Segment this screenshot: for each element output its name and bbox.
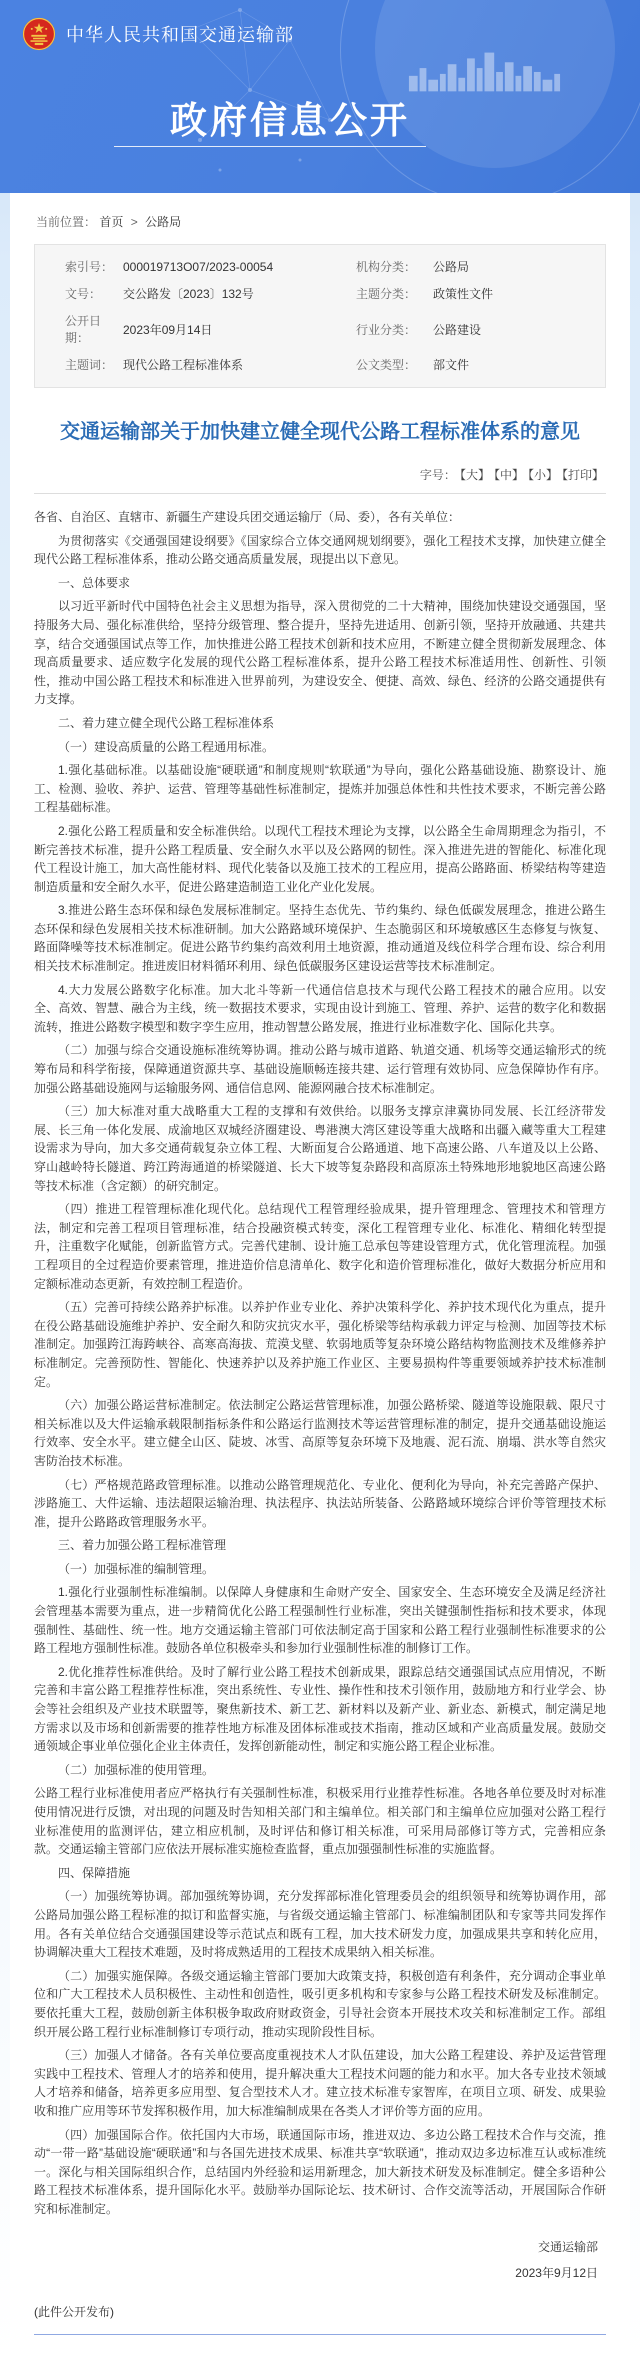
meta-value: 公路局 <box>433 260 470 274</box>
breadcrumb-current-link[interactable]: 公路局 <box>145 215 182 229</box>
meta-label: 文号： <box>65 287 102 301</box>
article-paragraph: 四、保障措施 <box>58 1865 131 1880</box>
meta-value: 政策性文件 <box>433 287 494 301</box>
meta-value: 现代公路工程标准体系 <box>123 358 244 372</box>
meta-value: 公路建设 <box>433 322 482 337</box>
page-title: 政府信息公开 <box>170 100 410 141</box>
article-paragraph: 各省、自治区、直辖市、新疆生产建设兵团交通运输厅（局、委），各有关单位： <box>34 510 461 524</box>
article-paragraph: 4.大力发展公路数字化标准。加大北斗等新一代通信信息技术与现代公路工程技术的融合应用。以安全、高效、智慧、融合为主线，统一数据技术要求，实现由设计到施工、管理、养护、运营的数字化和数据流转，推进公路数字模型和数字孪生应用，推动智慧公路发展，推进行业标准数字化、国际化共享。 <box>34 982 606 1034</box>
signature-date: 2023年9月12日 <box>515 2265 598 2280</box>
article-paragraph: （二）加强与综合交通设施标准统筹协调。推动公路与城市道路、轨道交通、机场等交通运输形式的统筹布局和科学衔接，保障通道资源共享、基础设施顺畅连接共建、运行管理有效协同、应急保障协作有序。加强公路基础设施网与运输服务网、通信信息网、能源网融合技术标准制定。 <box>34 1043 606 1095</box>
title-underline <box>114 146 426 147</box>
breadcrumb-label: 当前位置： <box>36 215 97 229</box>
print-button[interactable]: 【打印】 <box>561 468 604 482</box>
article-paragraph: 2.优化推荐性标准供给。及时了解行业公路工程技术创新成果，跟踪总结交通强国试点应用情况，不断完善和丰富公路工程推荐性标准，突出系统性、专业性、操作性和技术引领作用，鼓励地方和行业学会、协会等社会组织及产业技术联盟等，聚焦新技术、新工艺、新材料以及新产业、新业态、新模式，制定满足地方需求以及市场和创新需要的推荐性地方标准及团体标准或技术指南，推动区域和产业高质量发展。鼓励交通领域企事业单位强化企业主体责任，发挥创新能动性，制定和实施公路工程企业标准。 <box>34 1664 606 1754</box>
meta-label: 机构分类： <box>356 260 417 274</box>
signature-org: 交通运输部 <box>537 2240 598 2255</box>
article-paragraph: 1.强化行业强制性标准编制。以保障人身健康和生命财产安全、国家安全、生态环境安全及满足经济社会管理基本需要为重点，进一步精简优化公路工程强制性行业标准，突出关键强制性指标和技术要求，体现强制性、基础性、统一性。地方交通运输主管部门可依法制定高于国家和公路工程行业强制性标准要求的公路工程地方强制性标准。鼓励各单位积极牵头和参加行业强制性标准的制修订工作。 <box>34 1585 606 1656</box>
font-size-label: 字号： <box>419 468 456 482</box>
article-paragraph: （七）严格规范路政管理标准。以推动公路管理规范化、专业化、便利化为导向，补充完善路产保护、涉路施工、大件运输、违法超限运输治理、执法程序、执法站所装备、公路路域环境综合评价等管理技术标准，提升公路路政管理服务水平。 <box>34 1477 606 1529</box>
bottom-divider <box>34 2334 606 2335</box>
font-size-toolbar <box>34 466 606 494</box>
article-paragraph: 三、着力加强公路工程标准管理 <box>58 1538 227 1553</box>
article-paragraph: 2.强化公路工程质量和安全标准供给。以现代工程技术理论为支撑，以公路全生命周期理念为指引，不断完善技术标准，提升公路工程质量、安全耐久水平以及公路网的韧性。深入推进先进的智能化、标准化现代工程设计施工，加大高性能材料、现代化装备以及施工技术的工程应用，提高公路路面、桥梁结构等建造制造质量和安全耐久水平，促进公路建造制造工业化产业化发展。 <box>34 823 606 894</box>
article-paragraph: 3.推进公路生态环保和绿色发展标准制定。坚持生态优先、节约集约、绿色低碳发展理念，推进公路生态环保和绿色发展相关技术标准研制。加大公路路域环境保护、生态脆弱区和环境敏感区生态修复与恢复、路面降噪等技术标准制定。促进公路节约集约高效利用土地资源，推动通道及线位科学合理布设、综合利用相关技术标准制定。推进废旧材料循环利用、绿色低碳服务区建设运营等技术标准制定。 <box>34 903 606 974</box>
breadcrumb-home-link[interactable]: 首页 <box>99 215 124 229</box>
article-body <box>34 508 606 2218</box>
article-paragraph: （四）推进工程管理标准化现代化。总结现代工程管理经验成果，提升管理理念、管理技术和管理方法，制定和完善工程项目管理标准，结合投融资模式转变，深化工程管理专业化、标准化、精细化转型提升，注重数字化赋能，创新监管方式。完善代建制、设计施工总承包等建设管理方式，优化管理流程。加强工程项目的全过程造价要素管理，推进造价信息清单化、数字化和造价管理标准化，做好大数据分析应用和定额标准动态更新，有效控制工程造价。 <box>34 1202 606 1291</box>
meta-row <box>35 280 605 307</box>
document-title: 交通运输部关于加快建立健全现代公路工程标准体系的意见 <box>60 421 580 443</box>
site-brand <box>22 17 294 51</box>
article-paragraph: （二）加强实施保障。各级交通运输主管部门要加大政策支持，积极创造有利条件，充分调动企事业单位和广大工程技术人员积极性、主动性和创造性，吸引更多机构和专家参与公路工程技术研发及标准制定。要依托重大工程，鼓励创新主体积极争取政府财政资金，引导社会资本开展技术攻关和标准制定工作。部组织开展公路工程行业标准制修订专项行动，推动实现阶段性目标。 <box>34 1968 606 2039</box>
meta-value: 部文件 <box>433 358 470 372</box>
article-paragraph: 公路工程行业标准使用者应严格执行有关强制性标准，积极采用行业推荐性标准。各地各单位要及时对标准使用情况进行反馈，对出现的问题及时告知相关部门和主编单位。相关部门和主编单位应加强对公路工程行业标准使用的监测评估，建立相应机制，及时评估和修订相关标准，可采用局部修订等方式，完善相应条款。交通运输主管部门应依法开展标准实施检查监督，重点加强强制性标准的实施监督。 <box>34 1786 606 1857</box>
meta-row <box>35 253 605 280</box>
breadcrumb <box>34 209 606 244</box>
article-paragraph: 以习近平新时代中国特色社会主义思想为指导，深入贯彻党的二十大精神，围绕加快建设交通强国，坚持服务大局、强化标准供给，坚持分级管理、整合提升，坚持先进适用、创新引领，坚持开放融通、共建共享，结合交通强国试点等工作，加快推进公路工程技术创新和技术应用，不断建立健全贯彻新发展理念、体现高质量要求、适应数字化发展的现代公路工程标准体系，提升公路工程技术标准适用性、创新性、引领性，推动中国公路工程技术和标准进入世界前列，为建设安全、便捷、高效、绿色、经济的公路交通提供有力支撑。 <box>34 599 606 707</box>
national-emblem-icon <box>22 17 56 51</box>
article-paragraph: （五）完善可持续公路养护标准。以养护作业专业化、养护决策科学化、养护技术现代化为重点，提升在役公路基础设施维护养护、安全耐久和防灾抗灾水平，强化桥梁等结构承载力评定与检测、加固等技术标准制定。加强跨江海跨峡谷、高寒高海拔、荒漠戈壁、软弱地质等复杂环境公路结构物监测技术及维修养护标准制定。完善预防性、智能化、快速养护以及养护施工作业区、主要易损构件等重要领域养护技术标准制定。 <box>34 1300 606 1389</box>
article-paragraph: （三）加强人才储备。各有关单位要高度重视技术人才队伍建设，加大公路工程建设、养护及运营管理实践中工程技术、管理人才的培养和使用，提升解决重大工程技术问题的能力和水平。加大各专业技术领域人才培养和储备，培养更多应用型、复合型技术人才。建立技术标准专家智库，在项目立项、研发、成果验收和推广应用等环节发挥积极作用，加大标准编制成果在各类人才评价等方面的应用。 <box>34 2048 606 2118</box>
city-skyline-decoration <box>407 50 562 92</box>
meta-label: 公文类型： <box>356 358 417 372</box>
article-paragraph: 1.强化基础标准。以基础设施“硬联通”和制度规则“软联通”为导向，强化公路基础设施、勘察设计、施工、检测、验收、养护、运营、管理等基础性标准制定，提炼并加强总体性和共性技术要求，不断完善公路工程基础标准。 <box>34 763 606 815</box>
article-paragraph: 一、总体要求 <box>58 575 131 590</box>
font-medium-button[interactable]: 【中】 <box>493 468 524 482</box>
font-small-button[interactable]: 【小】 <box>527 468 558 482</box>
content-card <box>10 193 630 2361</box>
article-paragraph: （四）加强国际合作。依托国内大市场，联通国际市场，推进双边、多边公路工程技术合作与交流，推动“一带一路”基础设施“硬联通”和与各国先进技术成果、标准共享“软联通”，推动双边多边标准互认或标准统一。深化与相关国际组织合作，总结国内外经验和运用新理念，加大新技术研发及标准制定。健全多语种公路工程技术标准体系，提升国际化水平。鼓励举办国际论坛、技术研讨、合作交流等活动，开展国际合作研究和标准制定。 <box>34 2127 606 2216</box>
site-name: 中华人民共和国交通运输部 <box>66 25 294 45</box>
font-large-button[interactable]: 【大】 <box>459 468 490 482</box>
article-paragraph: 二、着力建立健全现代公路工程标准体系 <box>58 715 275 730</box>
doc-meta-table <box>34 244 606 388</box>
meta-label: 主题分类： <box>356 287 417 301</box>
article-paragraph: （一）加强标准的编制管理。 <box>58 1561 215 1576</box>
article-paragraph: （一）建设高质量的公路工程通用标准。 <box>58 739 275 754</box>
article-paragraph: （一）加强统筹协调。部加强统筹协调，充分发挥部标准化管理委员会的组织领导和统筹协调作用，部公路局加强公路工程标准的拟订和监督实施，与省级交通运输主管部门、标准编制团队和专家等共同发挥作用。各有关单位结合交通强国建设等示范试点和既有工程，加大技术研发力度，加强成果共享和转化应用，协调解决重大工程技术难题，及时将成熟适用的工程技术成果纳入相关标准。 <box>34 1889 606 1960</box>
meta-label: 行业分类： <box>356 322 417 337</box>
meta-row <box>35 351 605 378</box>
article-paragraph: （三）加大标准对重大战略重大工程的支撑和有效供给。以服务支撑京津冀协同发展、长江经济带发展、长三角一体化发展、成渝地区双城经济圈建设、粤港澳大湾区建设等重大战略和出疆入藏等重大工程建设需求为导向，加大多交通荷载复杂立体工程、大断面复合公路通道、地下高速公路、八车道及以上公路、穿山越岭特长隧道、跨江跨海通道的桥梁隧道、长大下坡等复杂路段和高原冻土特殊地形地貌地区高速公路等技术标准（含定额）的研究制定。 <box>34 1104 606 1193</box>
meta-value: 000019713O07/2023-00054 <box>123 259 274 274</box>
breadcrumb-separator: > <box>130 215 138 229</box>
article-paragraph: （六）加强公路运营标准制定。依法制定公路运营管理标准，加强公路桥梁、隧道等设施限载、限尺寸相关标准以及大件运输承载限制指标条件和公路运行监测技术等运营管理标准的制定，提升交通基础设施运行效率、安全水平。建立健全山区、陡坡、冰雪、高原等复杂环境下及地震、泥石流、崩塌、洪水等自然灾害防治技术标准。 <box>34 1398 606 1468</box>
meta-value: 2023年09月14日 <box>123 322 213 337</box>
meta-label: 索引号： <box>65 260 114 274</box>
meta-label: 公开日期： <box>65 314 102 345</box>
article-paragraph: 为贯彻落实《交通强国建设纲要》《国家综合立体交通网规划纲要》，强化工程技术支撑，加快建立健全现代公路工程标准体系，推动公路交通高质量发展，现提出以下意见。 <box>34 533 606 567</box>
publication-note: (此件公开发布) <box>34 2304 114 2319</box>
meta-row <box>35 307 605 351</box>
meta-value: 交公路发〔2023〕132号 <box>123 287 254 301</box>
article-paragraph: （二）加强标准的使用管理。 <box>58 1762 215 1777</box>
meta-label: 主题词： <box>65 358 114 372</box>
site-header <box>0 0 640 193</box>
